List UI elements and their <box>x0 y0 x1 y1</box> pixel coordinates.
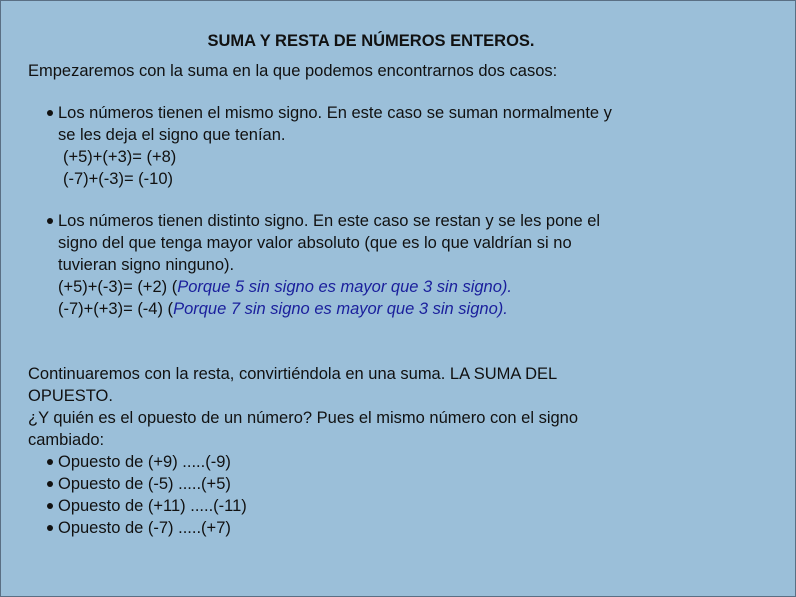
case2-line2: signo del que tenga mayor valor absoluto (que es lo que valdrían si no <box>58 234 572 252</box>
case1-example-2: (-7)+(-3)= (-10) <box>63 170 174 188</box>
resta-line4: cambiado: <box>28 431 105 449</box>
bullet-icon <box>47 525 53 531</box>
case2-line3: tuvieran signo ninguno). <box>58 256 235 274</box>
page-title: SUMA Y RESTA DE NÚMEROS ENTEROS. <box>207 32 535 50</box>
case2-example-2 <box>58 298 508 320</box>
intro-text: Empezaremos con la suma en la que podemos encontrarnos dos casos: <box>28 62 558 80</box>
list-item: Opuesto de (+11) .....(-11) <box>58 497 247 515</box>
bullet-icon <box>47 459 53 465</box>
case2-line1: Los números tienen distinto signo. En este caso se restan y se les pone el <box>58 212 601 230</box>
bullet-icon <box>47 110 53 116</box>
bullet-icon <box>47 218 53 224</box>
case1-example-1: (+5)+(+3)= (+8) <box>63 148 177 166</box>
case1-line1: Los números tienen el mismo signo. En este caso se suman normalmente y <box>58 104 612 122</box>
resta-line3: ¿Y quién es el opuesto de un número? Pues el mismo número con el signo <box>28 409 579 427</box>
list-item: Opuesto de (-7) .....(+7) <box>58 519 231 537</box>
case2-example-2-note: Porque 7 sin signo es mayor que 3 sin signo). <box>173 300 508 318</box>
case2-example-1-note: Porque 5 sin signo es mayor que 3 sin signo). <box>177 278 512 296</box>
resta-line2: OPUESTO. <box>28 387 113 405</box>
case2-example-1-expr: (+5)+(-3)= (+2) ( <box>58 278 178 296</box>
bullet-icon <box>47 503 53 509</box>
case2-example-2-expr: (-7)+(+3)= (-4) ( <box>58 300 174 318</box>
case1-line2: se les deja el signo que tenían. <box>58 126 286 144</box>
bullet-icon <box>47 481 53 487</box>
resta-line1: Continuaremos con la resta, convirtiéndola en una suma. LA SUMA DEL <box>28 365 558 383</box>
list-item: Opuesto de (-5) .....(+5) <box>58 475 231 493</box>
list-item: Opuesto de (+9) .....(-9) <box>58 453 231 471</box>
case2-example-1 <box>58 276 512 298</box>
